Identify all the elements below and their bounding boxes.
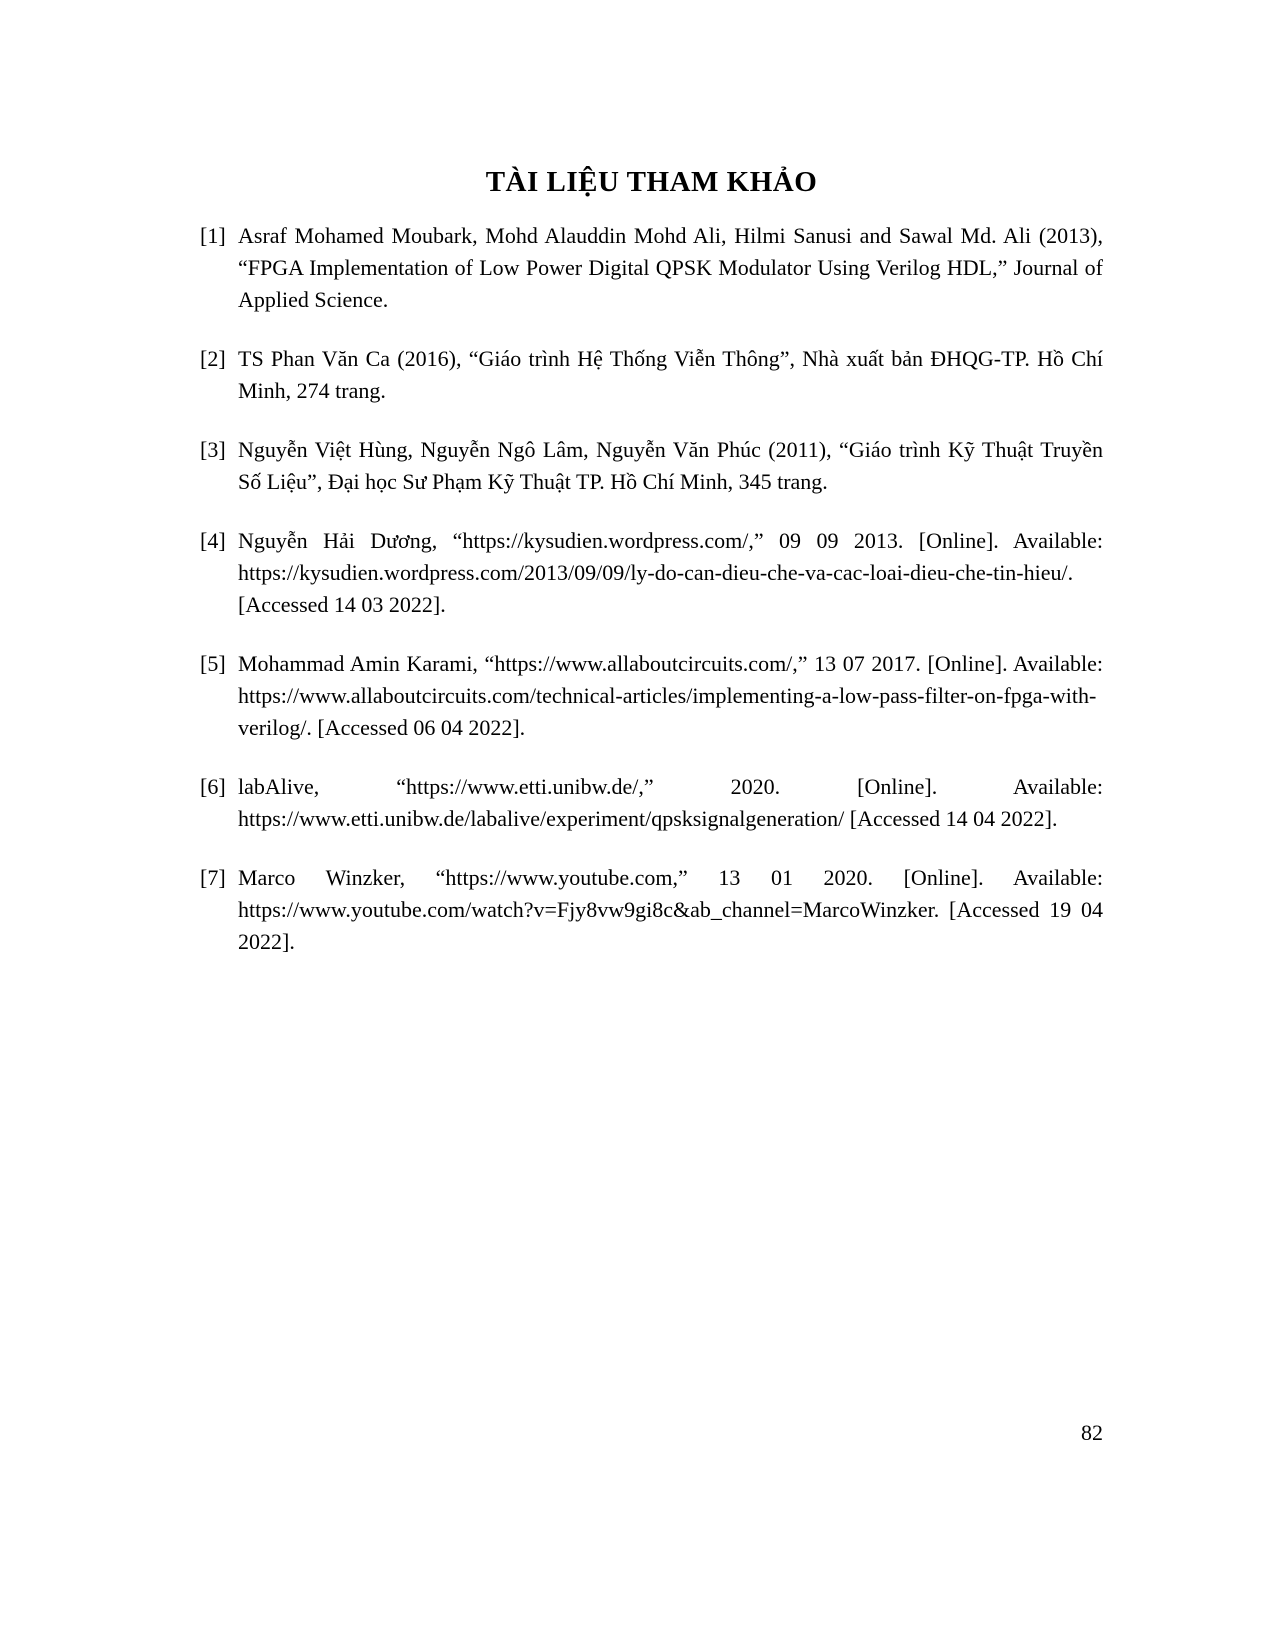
reference-number: [6] — [200, 774, 226, 799]
reference-item — [200, 862, 1103, 958]
reference-text: Marco Winzker, “https://www.youtube.com,” 13 01 2020. [Online]. Available: https://www.youtube.com/watch?v=Fjy8vw9gi8c&ab_channel=MarcoWinzker. [Accessed 19 04 2022]. — [238, 865, 1103, 954]
reference-number: [5] — [200, 651, 226, 676]
reference-item — [200, 434, 1103, 498]
reference-number: [1] — [200, 223, 226, 248]
reference-number: [7] — [200, 865, 226, 890]
reference-text: Nguyễn Hải Dương, “https://kysudien.wordpress.com/,” 09 09 2013. [Online]. Available: https://kysudien.wordpress.com/2013/09/09/ly-do-can-dieu-che-va-cac-loai-dieu-che-tin-hieu/. [Accessed 14 03 2022]. — [238, 528, 1103, 617]
reference-text: TS Phan Văn Ca (2016), “Giáo trình Hệ Thống Viễn Thông”, Nhà xuất bản ĐHQG-TP. Hồ Chí Minh, 274 trang. — [238, 346, 1103, 403]
reference-text: Mohammad Amin Karami, “https://www.allaboutcircuits.com/,” 13 07 2017. [Online]. Available: https://www.allaboutcircuits.com/technical-articles/implementing-a-low-pass-filter-on-fpga-with-verilog/. [Accessed 06 04 2022]. — [238, 651, 1103, 740]
reference-item — [200, 771, 1103, 835]
reference-text: Asraf Mohamed Moubark, Mohd Alauddin Mohd Ali, Hilmi Sanusi and Sawal Md. Ali (2013), “FPGA Implementation of Low Power Digital QPSK Modulator Using Verilog HDL,” Journal of Applied Science. — [238, 223, 1103, 312]
page-number: 82 — [1081, 1420, 1103, 1445]
reference-item — [200, 648, 1103, 744]
reference-list — [200, 220, 1103, 985]
reference-number: [4] — [200, 528, 226, 553]
reference-text: labAlive, “https://www.etti.unibw.de/,” 2020. [Online]. Available: https://www.etti.unibw.de/labalive/experiment/qpsksignalgeneration/ [Accessed 14 04 2022]. — [238, 774, 1103, 831]
reference-item — [200, 525, 1103, 621]
page-title: TÀI LIỆU THAM KHẢO — [485, 166, 818, 198]
reference-number: [2] — [200, 346, 226, 371]
reference-number: [3] — [200, 437, 226, 462]
reference-item — [200, 343, 1103, 407]
reference-item — [200, 220, 1103, 316]
reference-text: Nguyễn Việt Hùng, Nguyễn Ngô Lâm, Nguyễn Văn Phúc (2011), “Giáo trình Kỹ Thuật Truyền Số Liệu”, Đại học Sư Phạm Kỹ Thuật TP. Hồ Chí Minh, 345 trang. — [238, 437, 1103, 494]
